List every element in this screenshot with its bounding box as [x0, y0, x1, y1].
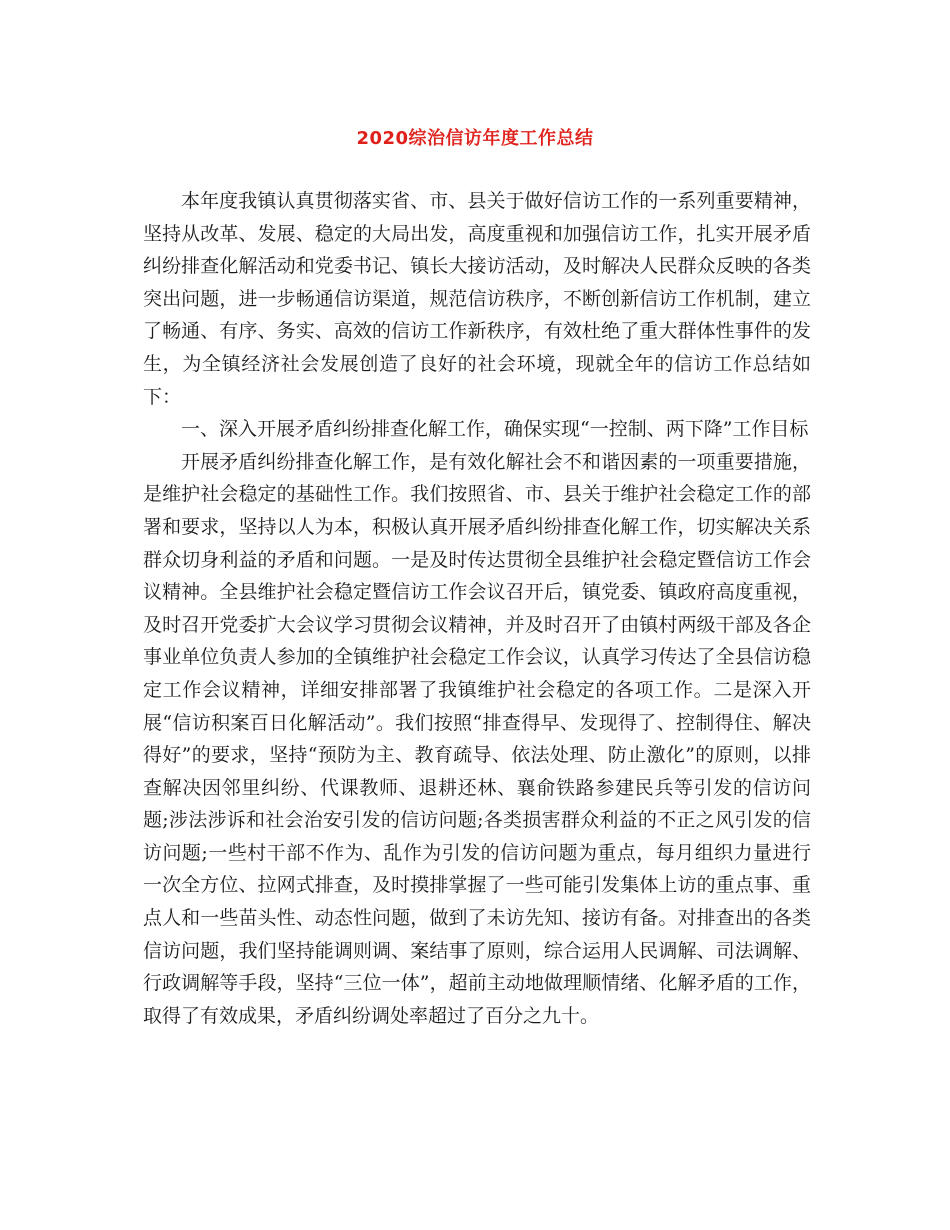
section-heading-1: 一、深入开展矛盾纠纷排查化解工作，确保实现“一控制、两下降”工作目标: [181, 418, 809, 441]
document-title: 2020综治信访年度工作总结: [356, 128, 594, 149]
paragraph-section-1: 开展矛盾纠纷排查化解工作，是有效化解社会不和谐因素的一项重要措施，是维护社会稳定的基础性工作。我们按照省、市、县关于维护社会稳定工作的部署和要求，坚持以人为本，积极认真开展矛盾纠纷排查化解工作，切实解决关系群众切身利益的矛盾和问题。一是及时传达贯彻全县维护社会稳定暨信访工作会议精神。全县维护社会稳定暨信访工作会议召开后，镇党委、镇政府高度重视，及时召开党委扩大会议学习贯彻会议精神，并及时召开了由镇村两级干部及各企事业单位负责人参加的全镇维护社会稳定工作会议，认真学习传达了全县信访稳定工作会议精神，详细安排部署了我镇维护社会稳定的各项工作。二是深入开展“信访积案百日化解活动”。我们按照“排查得早、发现得了、控制得住、解决得好”的要求，坚持“预防为主、教育疏导、依法处理、防止激化”的原则，以排查解决因邻里纠纷、代课教师、退耕还林、襄俞铁路参建民兵等引发的信访问题;涉法涉诉和社会治安引发的信访问题;各类损害群众利益的不正之风引发的信访问题;一些村干部不作为、乱作为引发的信访问题为重点，每月组织力量进行一次全方位、拉网式排查，及时摸排掌握了一些可能引发集体上访的重点事、重点人和一些苗头性、动态性问题，做到了未访先知、接访有备。对排查出的各类信访问题，我们坚持能调则调、案结事了原则，综合运用人民调解、司法调解、行政调解等手段，坚持“三位一体”，超前主动地做理顺情绪、化解矛盾的工作，取得了有效成果，矛盾纠纷调处率超过了百分之九十。: [143, 450, 811, 1027]
document-body: [143, 185, 811, 1032]
paragraph-intro: 本年度我镇认真贯彻落实省、市、县关于做好信访工作的一系列重要精神，坚持从改革、发展、稳定的大局出发，高度重视和加强信访工作，扎实开展矛盾纠纷排查化解活动和党委书记、镇长大接访活动，及时解决人民群众反映的各类突出问题，进一步畅通信访渠道，规范信访秩序，不断创新信访工作机制，建立了畅通、有序、务实、高效的信访工作新秩序，有效杜绝了重大群体性事件的发生，为全镇经济社会发展创造了良好的社会环境，现就全年的信访工作总结如下：: [143, 190, 811, 408]
